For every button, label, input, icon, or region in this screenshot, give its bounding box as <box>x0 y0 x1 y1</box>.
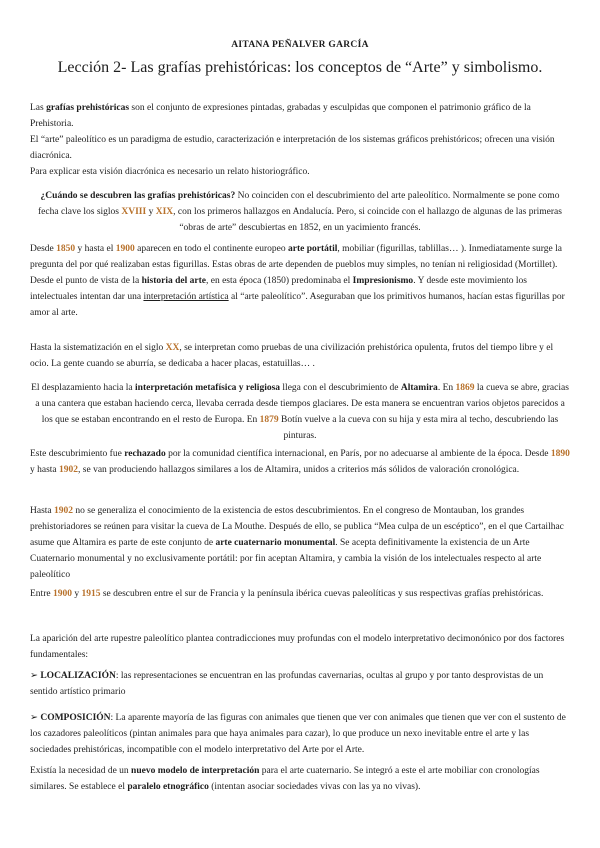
arrow-bullet-icon: ➢ <box>30 713 38 723</box>
paragraph-nuevo-modelo: Existía la necesidad de un nuevo modelo de interpretación para el arte cuaternario. Se integró a este el arte mobiliar con cronologías similares. Se establece el paralelo etnográfico (intentan asociar sociedades vivas con las ya no vivas). <box>30 766 540 792</box>
author-name: AITANA PEÑALVER GARCÍA <box>231 40 369 50</box>
paragraph-1850: Desde 1850 y hasta el 1900 aparecen en todo el continente europeo arte portátil, mobiliar (figurillas, tablillas… ). Inmediatamente surge la pregunta del por qué realizaban estas figurillas. Estas obras de arte dependen de pueblos muy simples, no tenían ni religiosidad (Mortillet). Desde el punto de vista de la historia del arte, en esta época (1850) predominaba el Impresionismo. Y desde este movimiento los intelectuales intentan dar una interpretación artística al “arte paleolítico”. Aseguraban que los primitivos humanos, hacían estas figurillas por amor al arte. <box>30 244 565 318</box>
arrow-bullet-icon: ➢ <box>30 671 38 681</box>
intro-paragraph: Las grafías prehistóricas son el conjunto de expresiones pintadas, grabadas y esculpidas que componen el patrimonio gráfico de la Prehistoria. El “arte” paleolítico es un paradigma de estudio, caracterización e interpretación de los sistemas gráficos prehistóricos; ofrecen una visión diacrónica. Para explicar esta visión diacrónica es necesario un relato historiográfico. <box>30 103 555 177</box>
paragraph-altamira: El desplazamiento hacia la interpretación metafísica y religiosa llega con el descubrimiento de Altamira. En 1869 la cueva se abre, gracias a una cantera que estaban haciendo cerca, llevaba cerrada desde tiempos glaciares. De esta manera se encuentran varios objetos parecidos a los que se estaban encontrando en el resto de Europa. En 1879 Botín vuelve a la cueva con su hija y esta mira al techo, descubriendo las pinturas. <box>31 383 569 441</box>
paragraph-1900-1915: Entre 1900 y 1915 se descubren entre el sur de Francia y la península ibérica cuevas paleolíticas y sus respectivas grafías prehistóricas. <box>30 589 544 599</box>
question-paragraph: ¿Cuándo se descubren las grafías prehistóricas? No coinciden con el descubrimiento del arte paleolítico. Normalmente se pone como fecha clave los siglos XVIII y XIX, con los primeros hallazgos en Andalucía. Pero, si coincide con el hallazgo de algunas de las primeras “obras de arte” descubiertas en 1852, en un yacimiento francés. <box>38 191 562 233</box>
paragraph-1902: Hasta 1902 no se generaliza el conocimiento de la existencia de estos descubrimientos. En el congreso de Montauban, los grandes prehistoriadores se reúnen para visitar la cueva de La Mouthe. Después de ello, se publica “Mea culpa de un escéptico”, en el que Cartailhac asume que Altamira es parte de este conjunto de arte cuaternario monumental. Se acepta definitivamente la existencia de un Arte Cuaternario monumental y no exclusivamente portátil: por fin aceptan Altamira, y cambia la visión de los intelectuales respecto al arte paleolítico <box>30 506 564 580</box>
page-title: Lección 2- Las grafías prehistóricas: los conceptos de “Arte” y simbolismo. <box>57 59 543 76</box>
bullet-localizacion: ➢ LOCALIZACIÓN: las representaciones se encuentran en las profundas cavernarias, ocultas al grupo y por tanto desprovistas de un sentido artístico primario <box>30 671 544 697</box>
paragraph-siglo-xx: Hasta la sistematización en el siglo XX, se interpretan como pruebas de una civilización prehistórica opulenta, frutos del tiempo libre y el ocio. La gente cuando se aburría, se dedicaba a hacer placas, estatuillas… . <box>30 343 554 369</box>
bullet-composicion: ➢ COMPOSICIÓN: La aparente mayoría de las figuras con animales que tienen que ver con animales que tienen que ver con el sustento de los cazadores paleolíticos (pintan animales para que haya animales para cazar), lo que produce un nexo inevitable entre el arte y las sociedades prehistóricas, incompatible con el modelo interpretativo del Arte por el Arte. <box>30 713 566 755</box>
paragraph-aparicion: La aparición del arte rupestre paleolítico plantea contradicciones muy profundas con el modelo interpretativo decimonónico por dos factores fundamentales: <box>30 634 565 660</box>
paragraph-rechazado: Este descubrimiento fue rechazado por la comunidad científica internacional, en París, por no adecuarse al ambiente de la época. Desde 1890 y hasta 1902, se van produciendo hallazgos similares a los de Altamira, unidos a criterios más sólidos de valoración cronológica. <box>30 449 570 475</box>
